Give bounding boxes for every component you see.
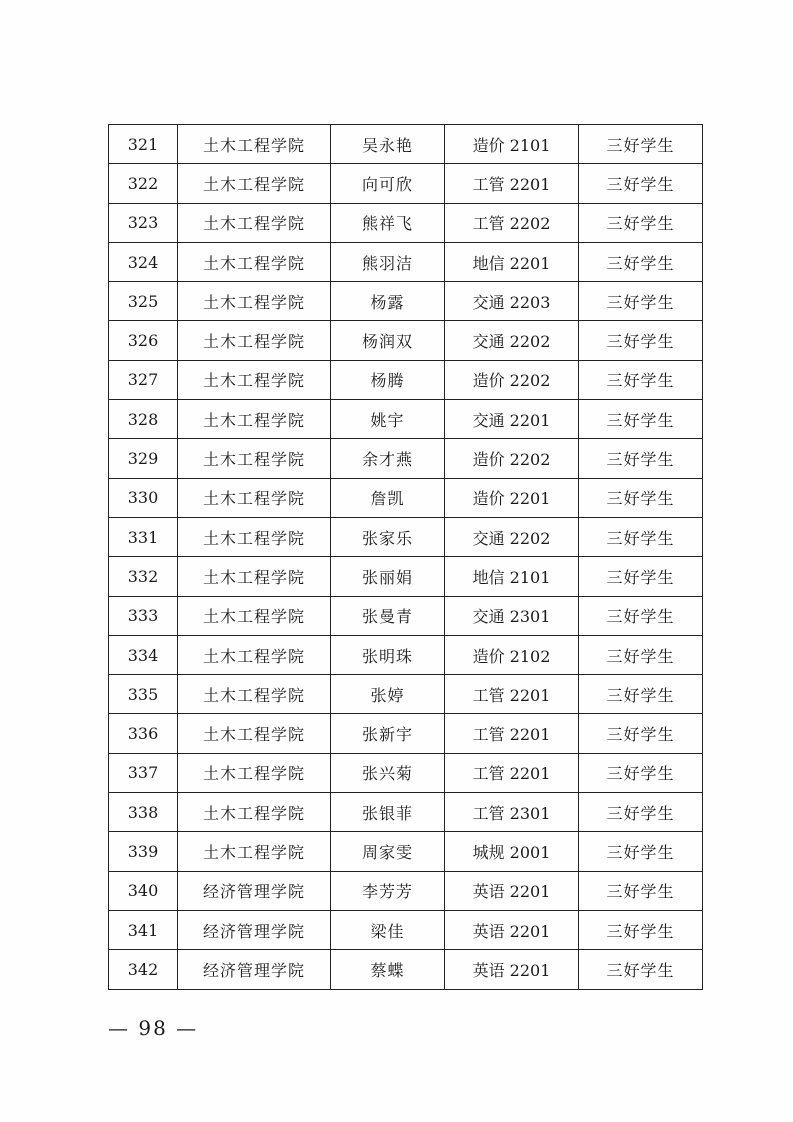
row-number-cell: 341 <box>109 910 178 949</box>
student-name-cell: 杨腾 <box>331 360 445 399</box>
student-name-cell: 张婷 <box>331 675 445 714</box>
college-cell: 土木工程学院 <box>178 714 331 753</box>
student-name-cell: 蔡蝶 <box>331 950 445 989</box>
college-cell: 土木工程学院 <box>178 635 331 674</box>
student-name-cell: 张明珠 <box>331 635 445 674</box>
class-cell: 造价 2201 <box>445 478 579 517</box>
student-name-cell: 周家雯 <box>331 832 445 871</box>
student-name-cell: 姚宇 <box>331 400 445 439</box>
class-cell: 地信 2101 <box>445 557 579 596</box>
honor-title-cell: 三好学生 <box>579 282 703 321</box>
student-name-cell: 张兴菊 <box>331 753 445 792</box>
college-cell: 土木工程学院 <box>178 517 331 556</box>
student-name-cell: 张家乐 <box>331 517 445 556</box>
class-cell: 地信 2201 <box>445 242 579 281</box>
college-cell: 经济管理学院 <box>178 871 331 910</box>
student-name-cell: 张丽娟 <box>331 557 445 596</box>
table-row <box>109 635 703 674</box>
college-cell: 土木工程学院 <box>178 203 331 242</box>
row-number-cell: 342 <box>109 950 178 989</box>
class-cell: 工管 2201 <box>445 714 579 753</box>
table-row <box>109 832 703 871</box>
student-name-cell: 张曼青 <box>331 596 445 635</box>
honor-title-cell: 三好学生 <box>579 596 703 635</box>
row-number-cell: 324 <box>109 242 178 281</box>
class-cell: 交通 2301 <box>445 596 579 635</box>
student-name-cell: 熊羽洁 <box>331 242 445 281</box>
college-cell: 土木工程学院 <box>178 753 331 792</box>
table-row <box>109 753 703 792</box>
class-cell: 造价 2101 <box>445 125 579 164</box>
honor-title-cell: 三好学生 <box>579 832 703 871</box>
table-row <box>109 321 703 360</box>
class-cell: 英语 2201 <box>445 871 579 910</box>
college-cell: 土木工程学院 <box>178 125 331 164</box>
honor-title-cell: 三好学生 <box>579 360 703 399</box>
class-cell: 交通 2202 <box>445 321 579 360</box>
table-row <box>109 203 703 242</box>
college-cell: 土木工程学院 <box>178 400 331 439</box>
table-row <box>109 242 703 281</box>
class-cell: 造价 2102 <box>445 635 579 674</box>
honor-title-cell: 三好学生 <box>579 478 703 517</box>
honor-roster-table <box>108 124 703 990</box>
college-cell: 经济管理学院 <box>178 910 331 949</box>
honor-title-cell: 三好学生 <box>579 321 703 360</box>
honor-title-cell: 三好学生 <box>579 400 703 439</box>
row-number-cell: 325 <box>109 282 178 321</box>
college-cell: 土木工程学院 <box>178 596 331 635</box>
college-cell: 土木工程学院 <box>178 164 331 203</box>
row-number-cell: 328 <box>109 400 178 439</box>
table-row <box>109 557 703 596</box>
class-cell: 工管 2201 <box>445 164 579 203</box>
student-name-cell: 杨润双 <box>331 321 445 360</box>
row-number-cell: 336 <box>109 714 178 753</box>
honor-title-cell: 三好学生 <box>579 635 703 674</box>
class-cell: 英语 2201 <box>445 910 579 949</box>
student-name-cell: 熊祥飞 <box>331 203 445 242</box>
table-row <box>109 675 703 714</box>
college-cell: 土木工程学院 <box>178 439 331 478</box>
row-number-cell: 335 <box>109 675 178 714</box>
row-number-cell: 334 <box>109 635 178 674</box>
table-row <box>109 871 703 910</box>
class-cell: 交通 2202 <box>445 517 579 556</box>
row-number-cell: 332 <box>109 557 178 596</box>
table-row <box>109 439 703 478</box>
row-number-cell: 322 <box>109 164 178 203</box>
student-name-cell: 张新宇 <box>331 714 445 753</box>
honor-title-cell: 三好学生 <box>579 557 703 596</box>
honor-title-cell: 三好学生 <box>579 871 703 910</box>
class-cell: 工管 2201 <box>445 753 579 792</box>
table-row <box>109 714 703 753</box>
college-cell: 土木工程学院 <box>178 478 331 517</box>
row-number-cell: 323 <box>109 203 178 242</box>
row-number-cell: 331 <box>109 517 178 556</box>
honor-title-cell: 三好学生 <box>579 910 703 949</box>
page-number: — 98 — <box>108 1016 199 1040</box>
college-cell: 土木工程学院 <box>178 557 331 596</box>
class-cell: 工管 2301 <box>445 793 579 832</box>
row-number-cell: 339 <box>109 832 178 871</box>
table-row <box>109 517 703 556</box>
college-cell: 土木工程学院 <box>178 360 331 399</box>
row-number-cell: 327 <box>109 360 178 399</box>
honor-title-cell: 三好学生 <box>579 793 703 832</box>
class-cell: 造价 2202 <box>445 439 579 478</box>
honor-title-cell: 三好学生 <box>579 950 703 989</box>
honor-title-cell: 三好学生 <box>579 675 703 714</box>
student-name-cell: 詹凯 <box>331 478 445 517</box>
college-cell: 经济管理学院 <box>178 950 331 989</box>
row-number-cell: 333 <box>109 596 178 635</box>
student-name-cell: 余才燕 <box>331 439 445 478</box>
honor-title-cell: 三好学生 <box>579 439 703 478</box>
student-name-cell: 向可欣 <box>331 164 445 203</box>
class-cell: 英语 2201 <box>445 950 579 989</box>
student-name-cell: 梁佳 <box>331 910 445 949</box>
table-row <box>109 478 703 517</box>
honor-title-cell: 三好学生 <box>579 714 703 753</box>
honor-title-cell: 三好学生 <box>579 753 703 792</box>
class-cell: 工管 2201 <box>445 675 579 714</box>
row-number-cell: 326 <box>109 321 178 360</box>
table-row <box>109 400 703 439</box>
honor-title-cell: 三好学生 <box>579 517 703 556</box>
table-row <box>109 360 703 399</box>
college-cell: 土木工程学院 <box>178 242 331 281</box>
table-row <box>109 125 703 164</box>
college-cell: 土木工程学院 <box>178 675 331 714</box>
class-cell: 工管 2202 <box>445 203 579 242</box>
student-name-cell: 张银菲 <box>331 793 445 832</box>
honor-title-cell: 三好学生 <box>579 242 703 281</box>
row-number-cell: 340 <box>109 871 178 910</box>
table-row <box>109 282 703 321</box>
honor-title-cell: 三好学生 <box>579 125 703 164</box>
roster-table-body <box>109 125 703 990</box>
class-cell: 交通 2201 <box>445 400 579 439</box>
college-cell: 土木工程学院 <box>178 793 331 832</box>
table-row <box>109 950 703 989</box>
college-cell: 土木工程学院 <box>178 282 331 321</box>
student-name-cell: 李芳芳 <box>331 871 445 910</box>
college-cell: 土木工程学院 <box>178 832 331 871</box>
row-number-cell: 330 <box>109 478 178 517</box>
row-number-cell: 321 <box>109 125 178 164</box>
class-cell: 造价 2202 <box>445 360 579 399</box>
class-cell: 城规 2001 <box>445 832 579 871</box>
college-cell: 土木工程学院 <box>178 321 331 360</box>
student-name-cell: 杨露 <box>331 282 445 321</box>
table-row <box>109 164 703 203</box>
row-number-cell: 329 <box>109 439 178 478</box>
honor-title-cell: 三好学生 <box>579 164 703 203</box>
table-row <box>109 596 703 635</box>
honor-title-cell: 三好学生 <box>579 203 703 242</box>
row-number-cell: 338 <box>109 793 178 832</box>
table-row <box>109 793 703 832</box>
table-row <box>109 910 703 949</box>
row-number-cell: 337 <box>109 753 178 792</box>
class-cell: 交通 2203 <box>445 282 579 321</box>
student-name-cell: 吴永艳 <box>331 125 445 164</box>
